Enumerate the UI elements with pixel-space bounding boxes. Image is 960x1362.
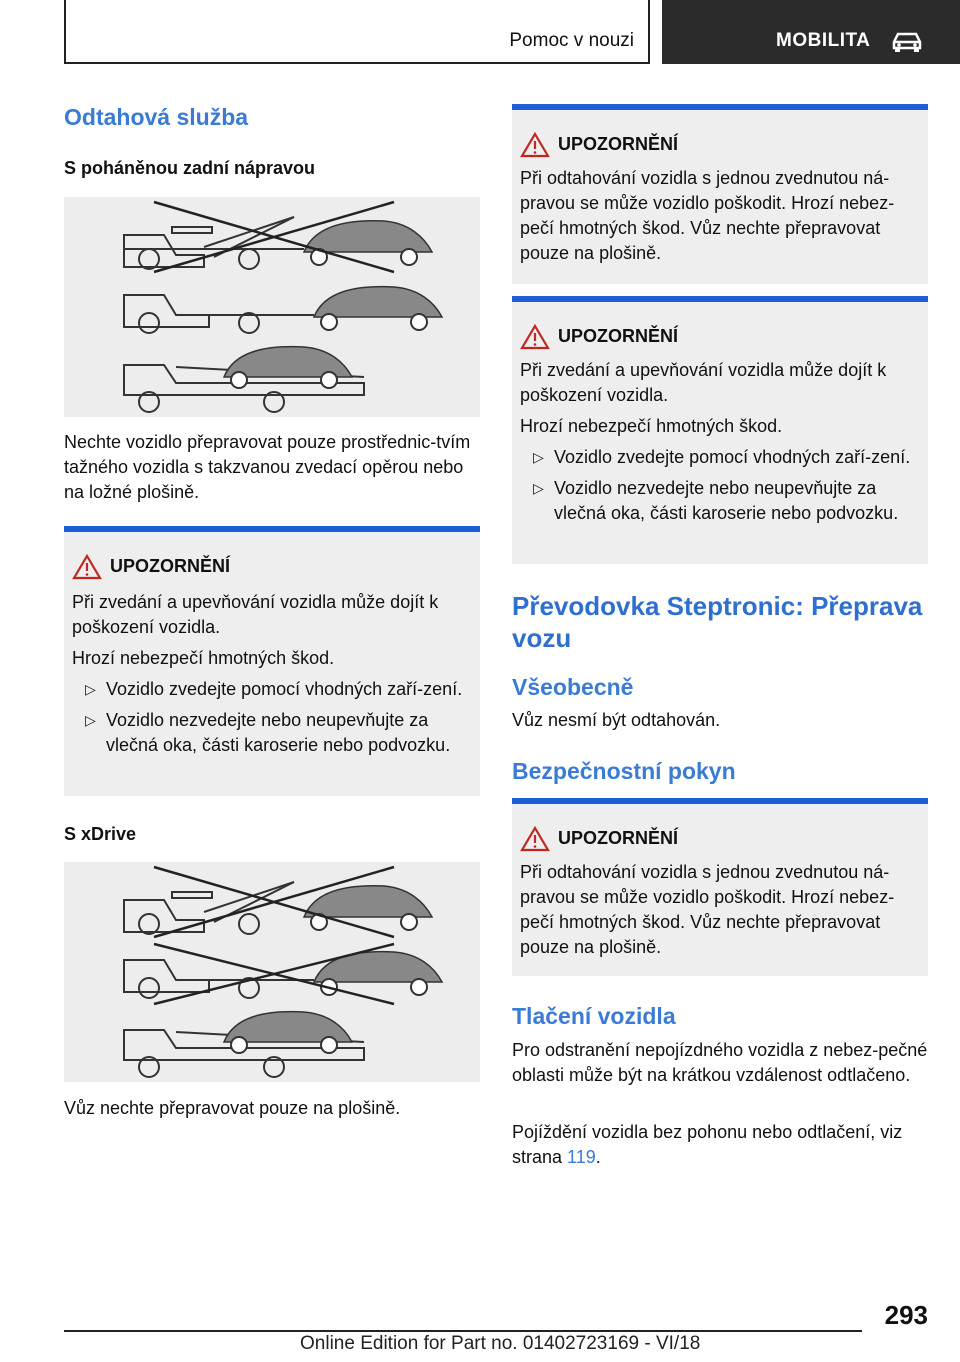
subtitle-xdrive: S xDrive — [64, 824, 137, 844]
warning-box-right-3 — [512, 798, 928, 976]
general-text: Vůz nesmí být odtahován. — [512, 710, 721, 730]
warning-box-left — [64, 526, 480, 796]
warning-title: UPOZORNĚNÍ — [558, 326, 679, 346]
triangle-bullet-icon: ▷ — [85, 712, 96, 728]
push-text-2-end: . — [595, 1147, 601, 1167]
caption-fig1: Nechte vozidlo přepravovat pouze prostřednic-tvím tažného vozidla s takzvanou zvedací opěrou nebo na ložné plošině. — [64, 432, 471, 502]
heading-steptronic: Převodovka Steptronic: Přeprava vozu — [512, 591, 923, 653]
warning-text: Při odtahování vozidla s jednou zvednutou ná-pravou se může vozidlo poškodit. Hrozí nebez-pečí hmotných škod. Vůz nechte přepravovat pouze na plošině. — [520, 862, 895, 957]
triangle-bullet-icon: ▷ — [533, 449, 544, 465]
heading-safety: Bezpečnostní pokyn — [512, 758, 736, 784]
heading-general: Všeobecně — [512, 674, 634, 700]
triangle-bullet-icon: ▷ — [85, 681, 96, 697]
header-chapter-title: MOBILITA — [776, 30, 871, 51]
towing-illustration-2 — [64, 862, 480, 1082]
warning-text: Při zvedání a upevňování vozidla může dojít k poškození vozidla. — [72, 592, 439, 637]
list-item — [72, 677, 474, 702]
warning-body — [72, 590, 474, 758]
list-item-text: Vozidlo zvedejte pomocí vhodných zaří-zení. — [554, 447, 911, 467]
page-number: 293 — [884, 1300, 928, 1330]
footer-edition: Online Edition for Part no. 01402723169 - VI/18 — [300, 1333, 701, 1354]
figure-towing-xdrive — [64, 862, 480, 1082]
warning-title: UPOZORNĚNÍ — [110, 556, 231, 576]
warning-triangle-icon — [520, 132, 550, 158]
warning-triangle-icon — [520, 826, 550, 852]
list-item-text: Vozidlo nezvedejte nebo neupevňujte za vlečná oka, části karoserie nebo podvozku. — [106, 710, 451, 755]
warning-title: UPOZORNĚNÍ — [558, 828, 679, 848]
push-text-2 — [512, 1120, 928, 1170]
push-text-2-main: Pojíždění vozidla bez pohonu nebo odtlačení, viz strana — [512, 1122, 903, 1167]
list-item-text: Vozidlo zvedejte pomocí vhodných zaří-zení. — [106, 679, 463, 699]
header-chapter — [662, 0, 960, 64]
warning-text: Při odtahování vozidla s jednou zvednutou ná-pravou se může vozidlo poškodit. Hrozí nebez-pečí hmotných škod. Vůz nechte přepravovat pouze na plošině. — [520, 168, 895, 263]
subtitle-rear-axle: S poháněnou zadní nápravou — [64, 158, 316, 178]
towing-illustration-1 — [64, 197, 480, 417]
car-icon — [890, 30, 924, 52]
list-item — [520, 445, 922, 470]
list-item-text: Vozidlo nezvedejte nebo neupevňujte za vlečná oka, části karoserie nebo podvozku. — [554, 478, 899, 523]
warning-box-right-2 — [512, 296, 928, 564]
warning-body — [520, 358, 922, 526]
page-ref-link[interactable]: 119 — [567, 1147, 596, 1167]
warning-triangle-icon — [72, 554, 102, 580]
figure-towing-rear-drive — [64, 197, 480, 417]
header-section-title: Pomoc v nouzi — [509, 30, 634, 51]
header-section — [64, 0, 650, 64]
title-towing: Odtahová služba — [64, 104, 249, 130]
warning-triangle-icon — [520, 324, 550, 350]
list-item — [520, 476, 922, 526]
warning-title: UPOZORNĚNÍ — [558, 134, 679, 154]
warning-text: Hrozí nebezpečí hmotných škod. — [520, 416, 783, 436]
heading-push: Tlačení vozidla — [512, 1003, 676, 1029]
list-item — [72, 708, 474, 758]
warning-box-right-1 — [512, 104, 928, 284]
warning-text: Při zvedání a upevňování vozidla může dojít k poškození vozidla. — [520, 360, 887, 405]
caption-fig2: Vůz nechte přepravovat pouze na plošině. — [64, 1098, 401, 1118]
triangle-bullet-icon: ▷ — [533, 480, 544, 496]
warning-text: Hrozí nebezpečí hmotných škod. — [72, 648, 335, 668]
push-text-1: Pro odstranění nepojízdného vozidla z nebez-pečné oblasti může být na krátkou vzdálenost odtlačeno. — [512, 1040, 928, 1085]
footer-divider — [64, 1330, 862, 1332]
